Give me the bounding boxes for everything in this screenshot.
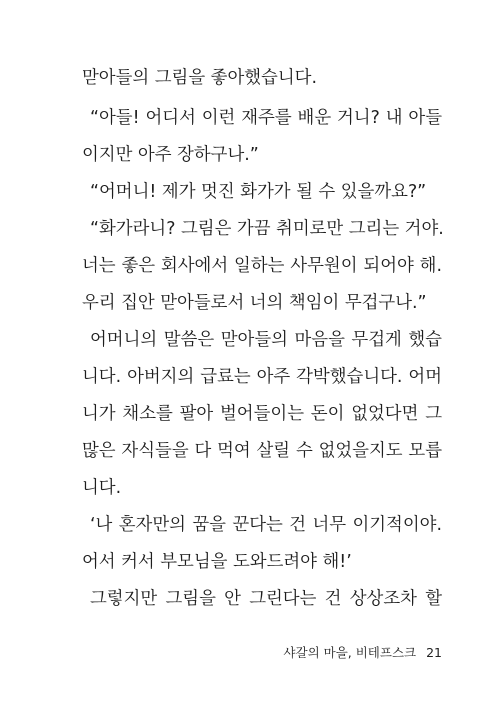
text-line-6: 너는 좋은 회사에서 일하는 사무원이 되어야 해. [82, 256, 442, 276]
text-line-1: 맏아들의 그림을 좋아했습니다. [82, 68, 317, 88]
page-number: 21 [426, 645, 442, 660]
text-line-8: 어머니의 말씀은 맏아들의 마음을 무겁게 했습 [90, 330, 442, 350]
text-line-13: ‘나 혼자만의 꿈을 꾼다는 건 너무 이기적이야. [90, 515, 442, 535]
text-line-7: 우리 집안 맏아들로서 너의 책임이 무겁구나.” [82, 293, 427, 313]
text-line-2: “아들! 어디서 이런 재주를 배운 거니? 내 아들 [90, 108, 442, 128]
text-line-3: 이지만 아주 장하구나.” [82, 145, 259, 165]
text-line-5: “화가라니? 그림은 가끔 취미로만 그리는 거야. [90, 219, 444, 239]
text-line-15: 그렇지만 그림을 안 그린다는 건 상상조차 할 [90, 589, 442, 609]
text-line-10: 니가 채소를 팔아 벌어들이는 돈이 없었다면 그 [82, 404, 442, 424]
text-line-4: “어머니! 제가 멋진 화가가 될 수 있을까요?” [90, 182, 427, 202]
text-line-11: 많은 자식들을 다 먹여 살릴 수 없었을지도 모릅 [82, 441, 442, 461]
page-footer [283, 645, 442, 661]
text-line-12: 니다. [82, 478, 122, 498]
text-line-14: 어서 커서 부모님을 도와드려야 해!’ [82, 552, 352, 572]
text-line-9: 니다. 아버지의 급료는 아주 각박했습니다. 어머 [82, 367, 442, 387]
running-title: 샤갈의 마을, 비테프스크 [283, 645, 417, 660]
